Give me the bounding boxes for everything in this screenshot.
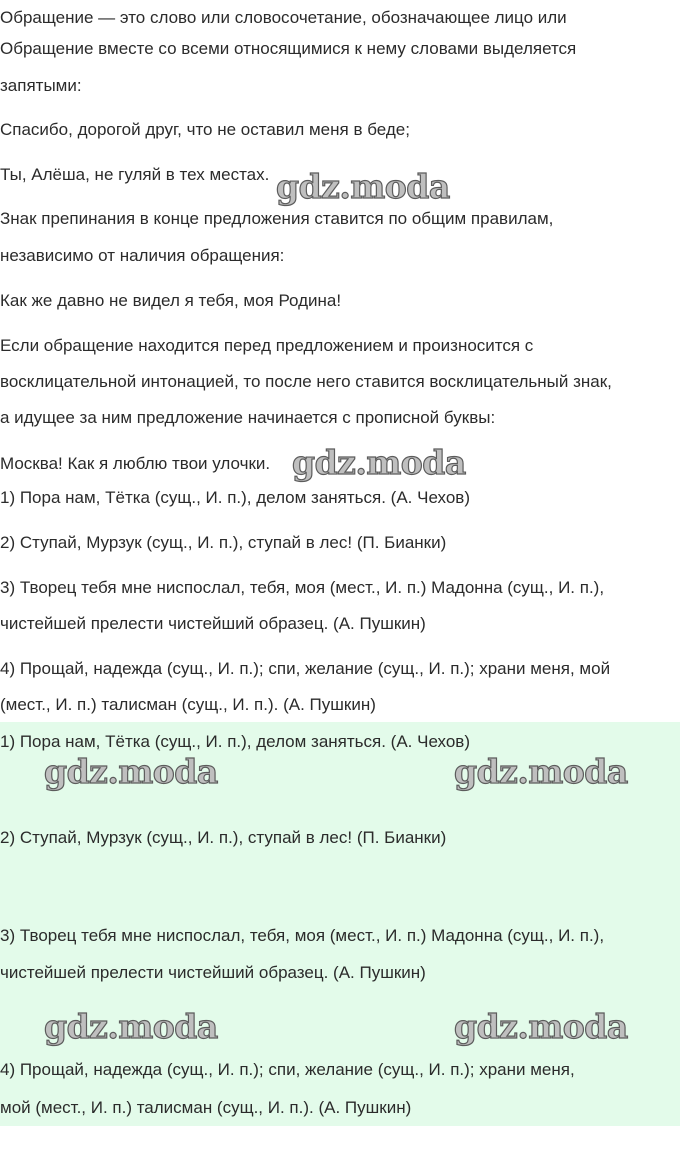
example-4: Москва! Как я люблю твои улочки. xyxy=(0,454,271,473)
item-4-line-2: (мест., И. п.) талисман (сущ., И. п.). (А. Пушкин) xyxy=(0,695,376,714)
watermark-logo: gdz.moda xyxy=(276,167,450,206)
theory-line-2: Обращение вместе со всеми относящимися к нему словами выделяется xyxy=(0,39,577,58)
example-2: Ты, Алёша, не гуляй в тех местах. xyxy=(0,165,270,184)
watermark-logo: gdz.moda xyxy=(292,443,466,482)
answer-3-line-2: чистейшей прелести чистейший образец. (А. Пушкин) xyxy=(0,963,426,982)
answer-4-line-2: мой (мест., И. п.) талисман (сущ., И. п.). (А. Пушкин) xyxy=(0,1098,412,1117)
example-1: Спасибо, дорогой друг, что не оставил меня в беде; xyxy=(0,120,410,139)
theory-line-6: Если обращение находится перед предложением и произносится с xyxy=(0,336,534,355)
item-2: 2) Ступай, Мурзук (сущ., И. п.), ступай в лес! (П. Бианки) xyxy=(0,533,447,552)
theory-line-5: независимо от наличия обращения: xyxy=(0,246,285,265)
item-3-line-2: чистейшей прелести чистейший образец. (А. Пушкин) xyxy=(0,614,426,633)
theory-line-3: запятыми: xyxy=(0,76,82,95)
watermark-logo: gdz.moda xyxy=(454,1007,628,1046)
watermark-logo: gdz.moda xyxy=(44,1007,218,1046)
theory-line-4: Знак препинания в конце предложения ставится по общим правилам, xyxy=(0,209,554,228)
answer-4-line-1: 4) Прощай, надежда (сущ., И. п.); спи, желание (сущ., И. п.); храни меня, xyxy=(0,1060,575,1079)
answer-3-line-1: 3) Творец тебя мне ниспослал, тебя, моя (мест., И. п.) Мадонна (сущ., И. п.), xyxy=(0,926,605,945)
watermark-logo: gdz.moda xyxy=(454,752,628,791)
theory-line-1: Обращение — это слово или словосочетание, обозначающее лицо или xyxy=(0,8,567,27)
watermark-logo: gdz.moda xyxy=(44,752,218,791)
answer-2: 2) Ступай, Мурзук (сущ., И. п.), ступай в лес! (П. Бианки) xyxy=(0,828,447,847)
item-3-line-1: 3) Творец тебя мне ниспослал, тебя, моя (мест., И. п.) Мадонна (сущ., И. п.), xyxy=(0,578,605,597)
theory-line-8: а идущее за ним предложение начинается с прописной буквы: xyxy=(0,408,496,427)
theory-line-7: восклицательной интонацией, то после него ставится восклицательный знак, xyxy=(0,372,612,391)
example-3: Как же давно не видел я тебя, моя Родина! xyxy=(0,291,342,310)
item-1: 1) Пора нам, Тётка (сущ., И. п.), делом заняться. (А. Чехов) xyxy=(0,488,470,507)
item-4-line-1: 4) Прощай, надежда (сущ., И. п.); спи, желание (сущ., И. п.); храни меня, мой xyxy=(0,659,611,678)
answer-1: 1) Пора нам, Тётка (сущ., И. п.), делом заняться. (А. Чехов) xyxy=(0,732,470,751)
